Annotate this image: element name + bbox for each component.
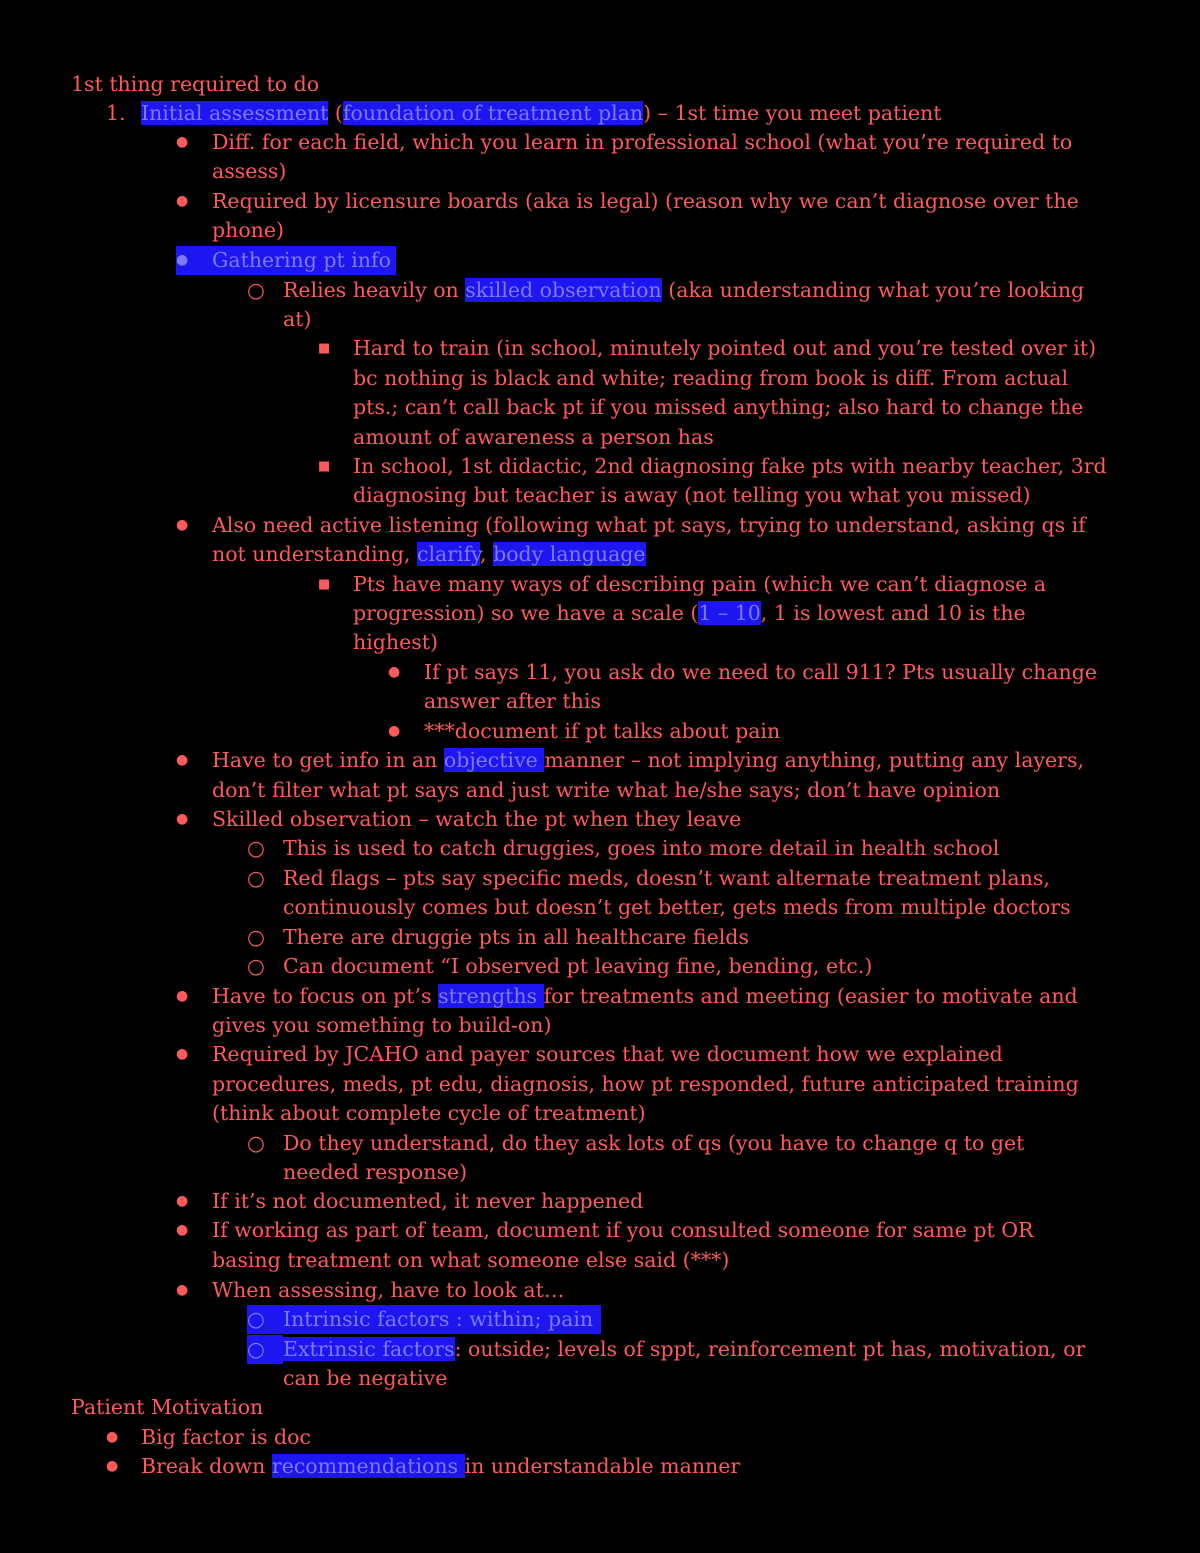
bullet-icon: ●: [388, 664, 401, 680]
highlight: strengths: [438, 984, 544, 1008]
bullet-icon: ●: [176, 252, 189, 268]
highlight: 1 – 10: [698, 601, 761, 625]
circle-bullet-icon: ○: [247, 1131, 265, 1155]
highlight: foundation of treatment plan: [342, 101, 644, 125]
highlight: body language: [493, 542, 646, 566]
highlight: Initial assessment: [141, 101, 329, 125]
circle-bullet-icon: ○: [247, 925, 265, 949]
bullet-icon: ●: [388, 723, 401, 739]
bullet-icon: ●: [176, 752, 189, 768]
circle-bullet-icon: ○: [247, 954, 265, 978]
bullet-icon: ●: [176, 134, 189, 150]
circle-bullet-icon: ○: [247, 1307, 265, 1331]
bullet-icon: ●: [106, 1458, 119, 1474]
highlight: clarify: [416, 542, 481, 566]
circle-bullet-icon: ○: [247, 836, 265, 860]
bullet-icon: ●: [176, 1222, 189, 1238]
bullet-icon: ●: [176, 193, 189, 209]
bullet-icon: ●: [176, 1046, 189, 1062]
bullet-icon: ●: [176, 988, 189, 1004]
highlight: Extrinsic factors: [283, 1337, 455, 1361]
item-title: Initial assessment (foundation of treatment plan) – 1st time you meet patient: [141, 101, 942, 125]
bullet-icon: ●: [176, 517, 189, 533]
bullet-icon: ●: [106, 1429, 119, 1445]
circle-bullet-icon: ○: [247, 1337, 265, 1361]
circle-bullet-icon: ○: [247, 866, 265, 890]
square-bullet-icon: ■: [318, 459, 331, 474]
bullet-icon: ●: [176, 811, 189, 827]
circle-bullet-icon: ○: [247, 278, 265, 302]
bullet-icon: ●: [176, 1193, 189, 1209]
square-bullet-icon: ■: [318, 341, 331, 356]
highlight: skilled observation: [465, 278, 662, 302]
square-bullet-icon: ■: [318, 577, 331, 592]
document-page: 1st thing required to do 1. Initial assessment (foundation of treatment plan) – 1st time you meet patient ● Diff. for each field, which you learn in professional school (what you’re required to assess) ● Required by licensure boards (aka is legal) (reason why we can’t diagnose over the phone) ● Gathering pt info ○ Relies heavily on skilled observation (aka understanding what you’re looking at) ■ Hard to train (in school, minutely pointed out and you’re tested over it) bc nothing is black and white; reading from book is diff. From actual pts.; can’t call back pt if you missed anything; also hard to change the amount of awareness a person has ■ In school, 1st didactic, 2nd diagnosing fake pts with nearby teacher, 3rd diagnosing but teacher is away (not telling you what you missed) ● Also need active listening (following what pt says, trying to understand, asking qs if not understanding, clarify, body language ■ Pts have many ways of describing pain (which we can’t diagnose a progression) so we have a scale (1 – 10, 1 is lowest and 10 is the highest) ● If pt says 11, you ask do we need to call 911? Pts usually change answer after this ● ***document if pt talks about pain ● Have to get info in an objective manner – not implying anything, putting any layers, don’t filter what pt says and just write what he/she says; don’t have opinion ● Skilled observation – watch the pt when they leave ○ This is used to catch druggies, goes into more detail in health school ○ Red flags – pts say specific meds, doesn’t want alternate treatment plans, continuously comes but doesn’t get better, gets meds from multiple doctors ○ There are druggie pts in all healthcare fields ○ Can document “I observed pt leaving fine, bending, etc.) ● Have to focus on pt’s strengths for treatments and meeting (easier to motivate and gives you something to build-on) ● Required by JCAHO and payer sources that we document how we explained procedures, meds, pt edu, diagnosis, how pt responded, future anticipated training (think about complete cycle of treatment) ○ Do they understand, do they ask lots of qs (you have to change q to get needed response) ● If it’s not documented, it never happened ● If working as part of team, document if you consulted someone for same pt OR basing treatment on what someone else said (***) ● When assessing, have to look at… ○ Intrinsic factors : within; pain ○ Extrinsic factors: outside; levels of sppt, reinforcement pt has, motivation, or can be negative Patient Motivation ● Big factor is doc ● Break down recommendations in understandable manner: [0, 0, 1200, 1553]
bullet-icon: ●: [176, 1282, 189, 1298]
list-number: 1.: [106, 101, 126, 125]
highlight: objective: [443, 748, 545, 772]
highlight: recommendations: [271, 1454, 465, 1478]
